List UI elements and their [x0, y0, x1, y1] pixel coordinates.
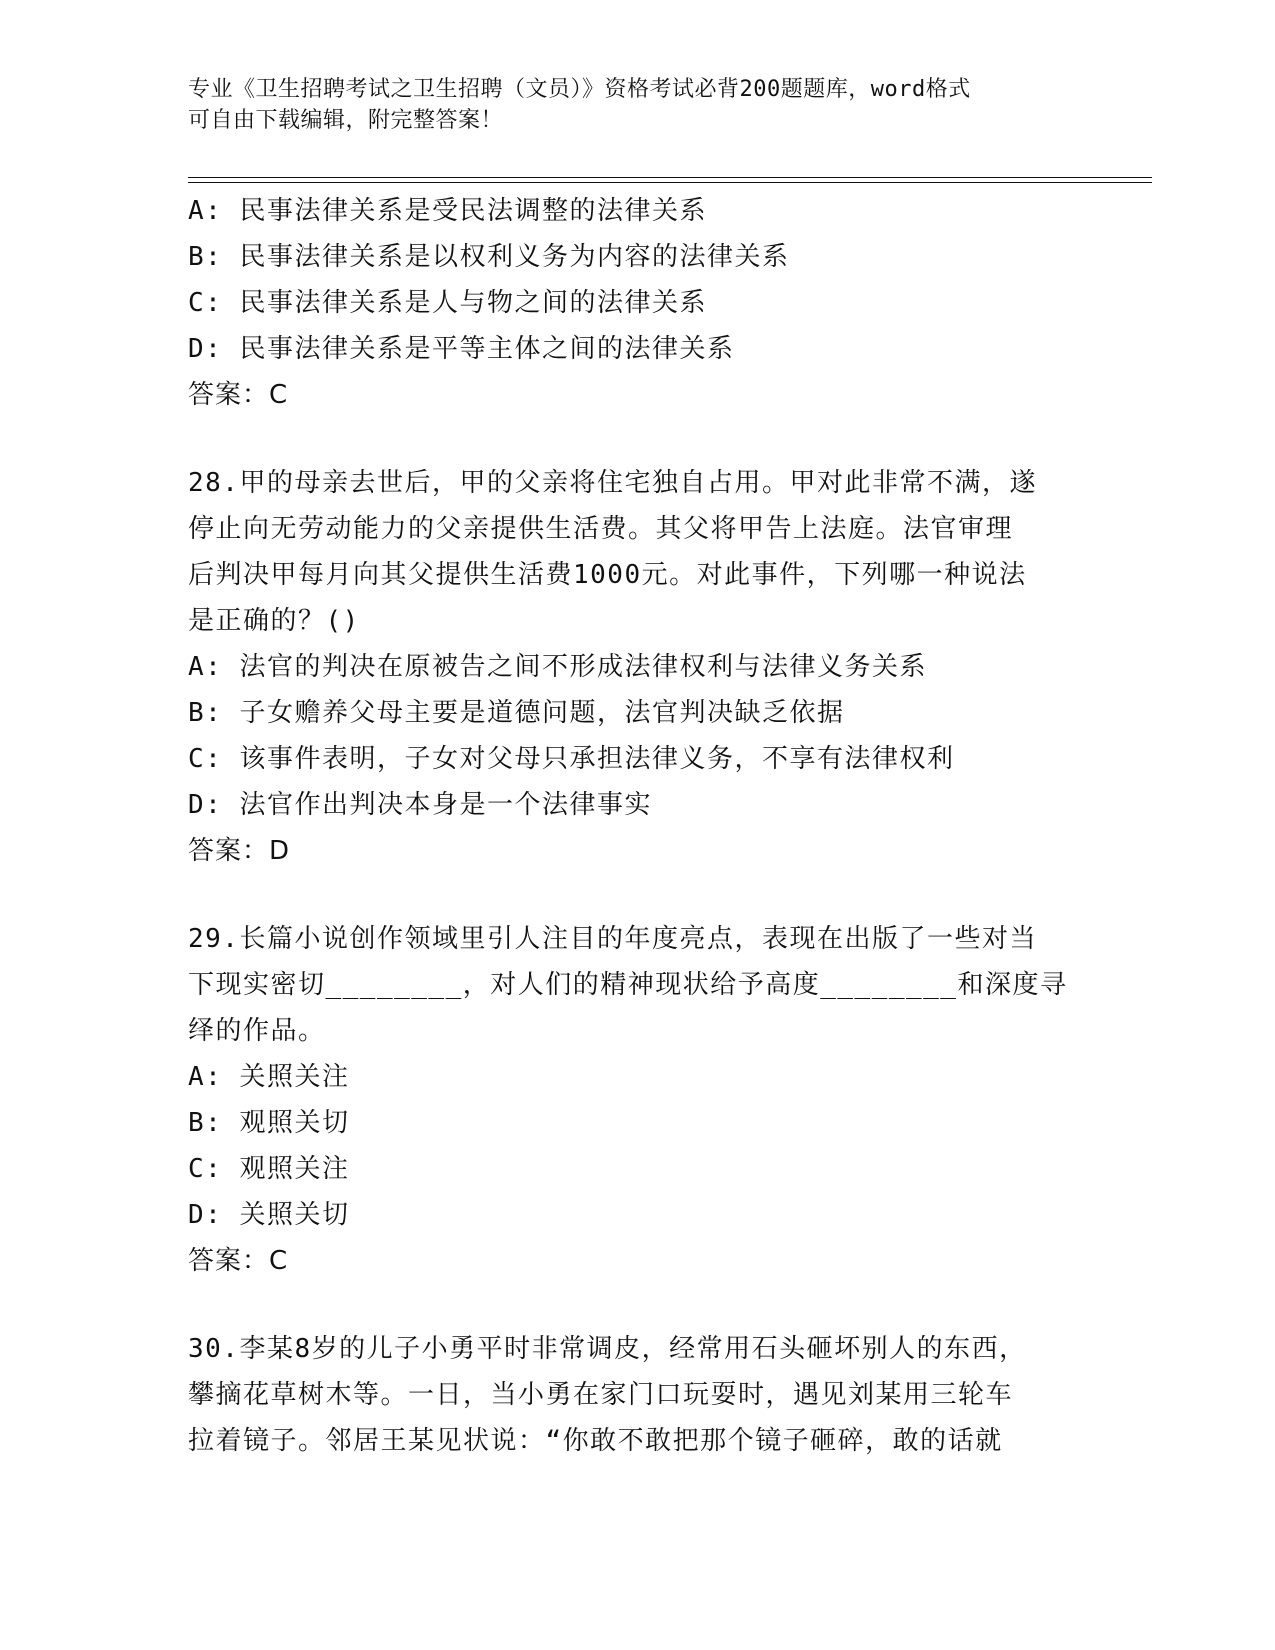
spacer [188, 418, 1088, 460]
stem-line: 后判决甲每月向其父提供生活费1000元。对此事件，下列哪一种说法 [188, 560, 1027, 590]
option-d: D: 民事法律关系是平等主体之间的法律关系 [188, 334, 735, 364]
stem-line: 28.甲的母亲去世后，甲的父亲将住宅独自占用。甲对此非常不满，遂 [188, 468, 1037, 498]
option-c: C: 观照关注 [188, 1154, 350, 1184]
question-29-answer: 答案：C [188, 1246, 289, 1276]
question-29-stem [188, 916, 1088, 1054]
header-line-1: 专业《卫生招聘考试之卫生招聘（文员）》资格考试必背200题题库，word格式 [188, 77, 971, 102]
spacer [188, 1284, 1088, 1326]
question-28-answer: 答案：D [188, 836, 291, 866]
option-d: D: 法官作出判决本身是一个法律事实 [188, 790, 652, 820]
header-rule-bottom [188, 182, 1152, 183]
question-content [188, 188, 1088, 1464]
header-line-2: 可自由下载编辑，附完整答案！ [188, 108, 504, 133]
stem-line: 是正确的？() [188, 606, 360, 636]
spacer [188, 874, 1088, 916]
question-30-stem [188, 1326, 1088, 1464]
option-c: C: 民事法律关系是人与物之间的法律关系 [188, 288, 707, 318]
question-28-options [188, 644, 1088, 828]
document-header [188, 74, 1068, 136]
question-29-options [188, 1054, 1088, 1238]
stem-line: 29.长篇小说创作领域里引人注目的年度亮点，表现在出版了一些对当 [188, 924, 1037, 954]
option-b: B: 观照关切 [188, 1108, 350, 1138]
option-a: A: 关照关注 [188, 1062, 350, 1092]
option-b: B: 民事法律关系是以权利义务为内容的法律关系 [188, 242, 790, 272]
header-rule-top [188, 177, 1152, 178]
option-d: D: 关照关切 [188, 1200, 350, 1230]
option-b: B: 子女赡养父母主要是道德问题，法官判决缺乏依据 [188, 698, 845, 728]
question-27-answer: 答案：C [188, 380, 289, 410]
question-27-options [188, 188, 1088, 372]
stem-line: 30.李某8岁的儿子小勇平时非常调皮，经常用石头砸坏别人的东西， [188, 1334, 1027, 1364]
option-a: A: 民事法律关系是受民法调整的法律关系 [188, 196, 707, 226]
option-a: A: 法官的判决在原被告之间不形成法律权利与法律义务关系 [188, 652, 927, 682]
option-c: C: 该事件表明，子女对父母只承担法律义务，不享有法律权利 [188, 744, 955, 774]
stem-line: 绎的作品。 [188, 1016, 326, 1046]
stem-line: 停止向无劳动能力的父亲提供生活费。其父将甲告上法庭。法官审理 [188, 514, 1014, 544]
stem-line: 攀摘花草树木等。一日，当小勇在家门口玩耍时，遇见刘某用三轮车 [188, 1380, 1014, 1410]
stem-line: 拉着镜子。邻居王某见状说：“你敢不敢把那个镜子砸碎，敢的话就 [188, 1426, 1003, 1456]
stem-line: 下现实密切________，对人们的精神现状给予高度________和深度寻 [188, 970, 1068, 1000]
question-28-stem [188, 460, 1088, 644]
